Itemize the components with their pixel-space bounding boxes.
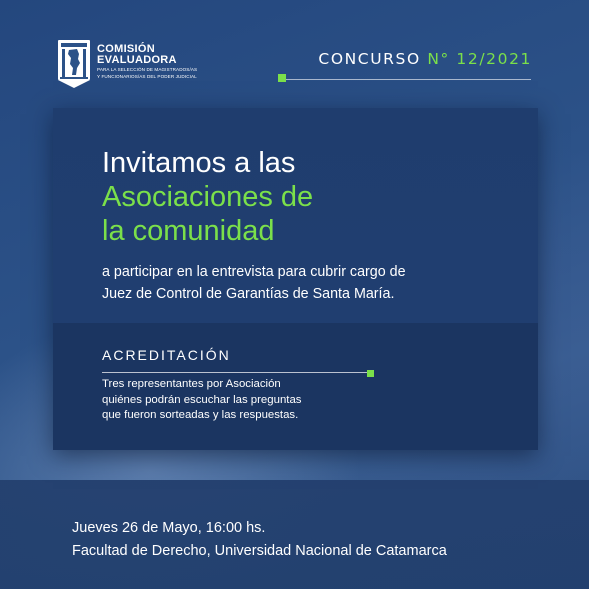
logo-title-line2: EVALUADORA xyxy=(97,54,177,66)
concurso-word: CONCURSO xyxy=(318,50,421,68)
headline-line1: Invitamos a las xyxy=(102,147,296,179)
concurso-divider xyxy=(286,79,531,80)
event-date: Jueves 26 de Mayo, 16:00 hs. xyxy=(72,520,266,536)
logo-title-line1: COMISIÓN xyxy=(97,43,156,55)
event-place: Facultad de Derecho, Universidad Nacional de Catamarca xyxy=(72,543,447,559)
subtext-line1: a participar en la entrevista para cubrir cargo de xyxy=(102,264,406,280)
concurso-number: N° 12/2021 xyxy=(427,50,532,68)
logo-subtitle-line1: PARA LA SELECCIÓN DE MAGISTRADOS/AS xyxy=(97,67,198,72)
invitation-card xyxy=(53,108,538,450)
headline-line2: Asociaciones de xyxy=(102,181,314,213)
subtext-line2: Juez de Control de Garantías de Santa María. xyxy=(102,286,395,302)
logo-text xyxy=(97,44,197,79)
courthouse-map-emblem-icon xyxy=(57,40,91,88)
invitation-subtext xyxy=(102,261,406,305)
acreditacion-line2: quiénes podrán escuchar las preguntas xyxy=(102,393,302,406)
concurso-accent-square xyxy=(278,74,286,82)
acreditacion-accent-square xyxy=(367,370,374,377)
headline-line3: la comunidad xyxy=(102,215,275,247)
event-details xyxy=(72,517,447,563)
acreditacion-line3: que fueron sorteadas y las respuestas. xyxy=(102,409,299,421)
acreditacion-line1: Tres representantes por Asociación xyxy=(102,378,281,390)
acreditacion-body xyxy=(102,377,301,424)
logo-subtitle-line2: Y FUNCIONARIOS/AS DEL PODER JUDICIAL xyxy=(97,73,197,79)
concurso-label xyxy=(318,50,532,68)
acreditacion-divider xyxy=(102,372,367,373)
logo xyxy=(57,40,197,88)
headline xyxy=(102,146,313,248)
acreditacion-title: ACREDITACIÓN xyxy=(102,347,231,363)
